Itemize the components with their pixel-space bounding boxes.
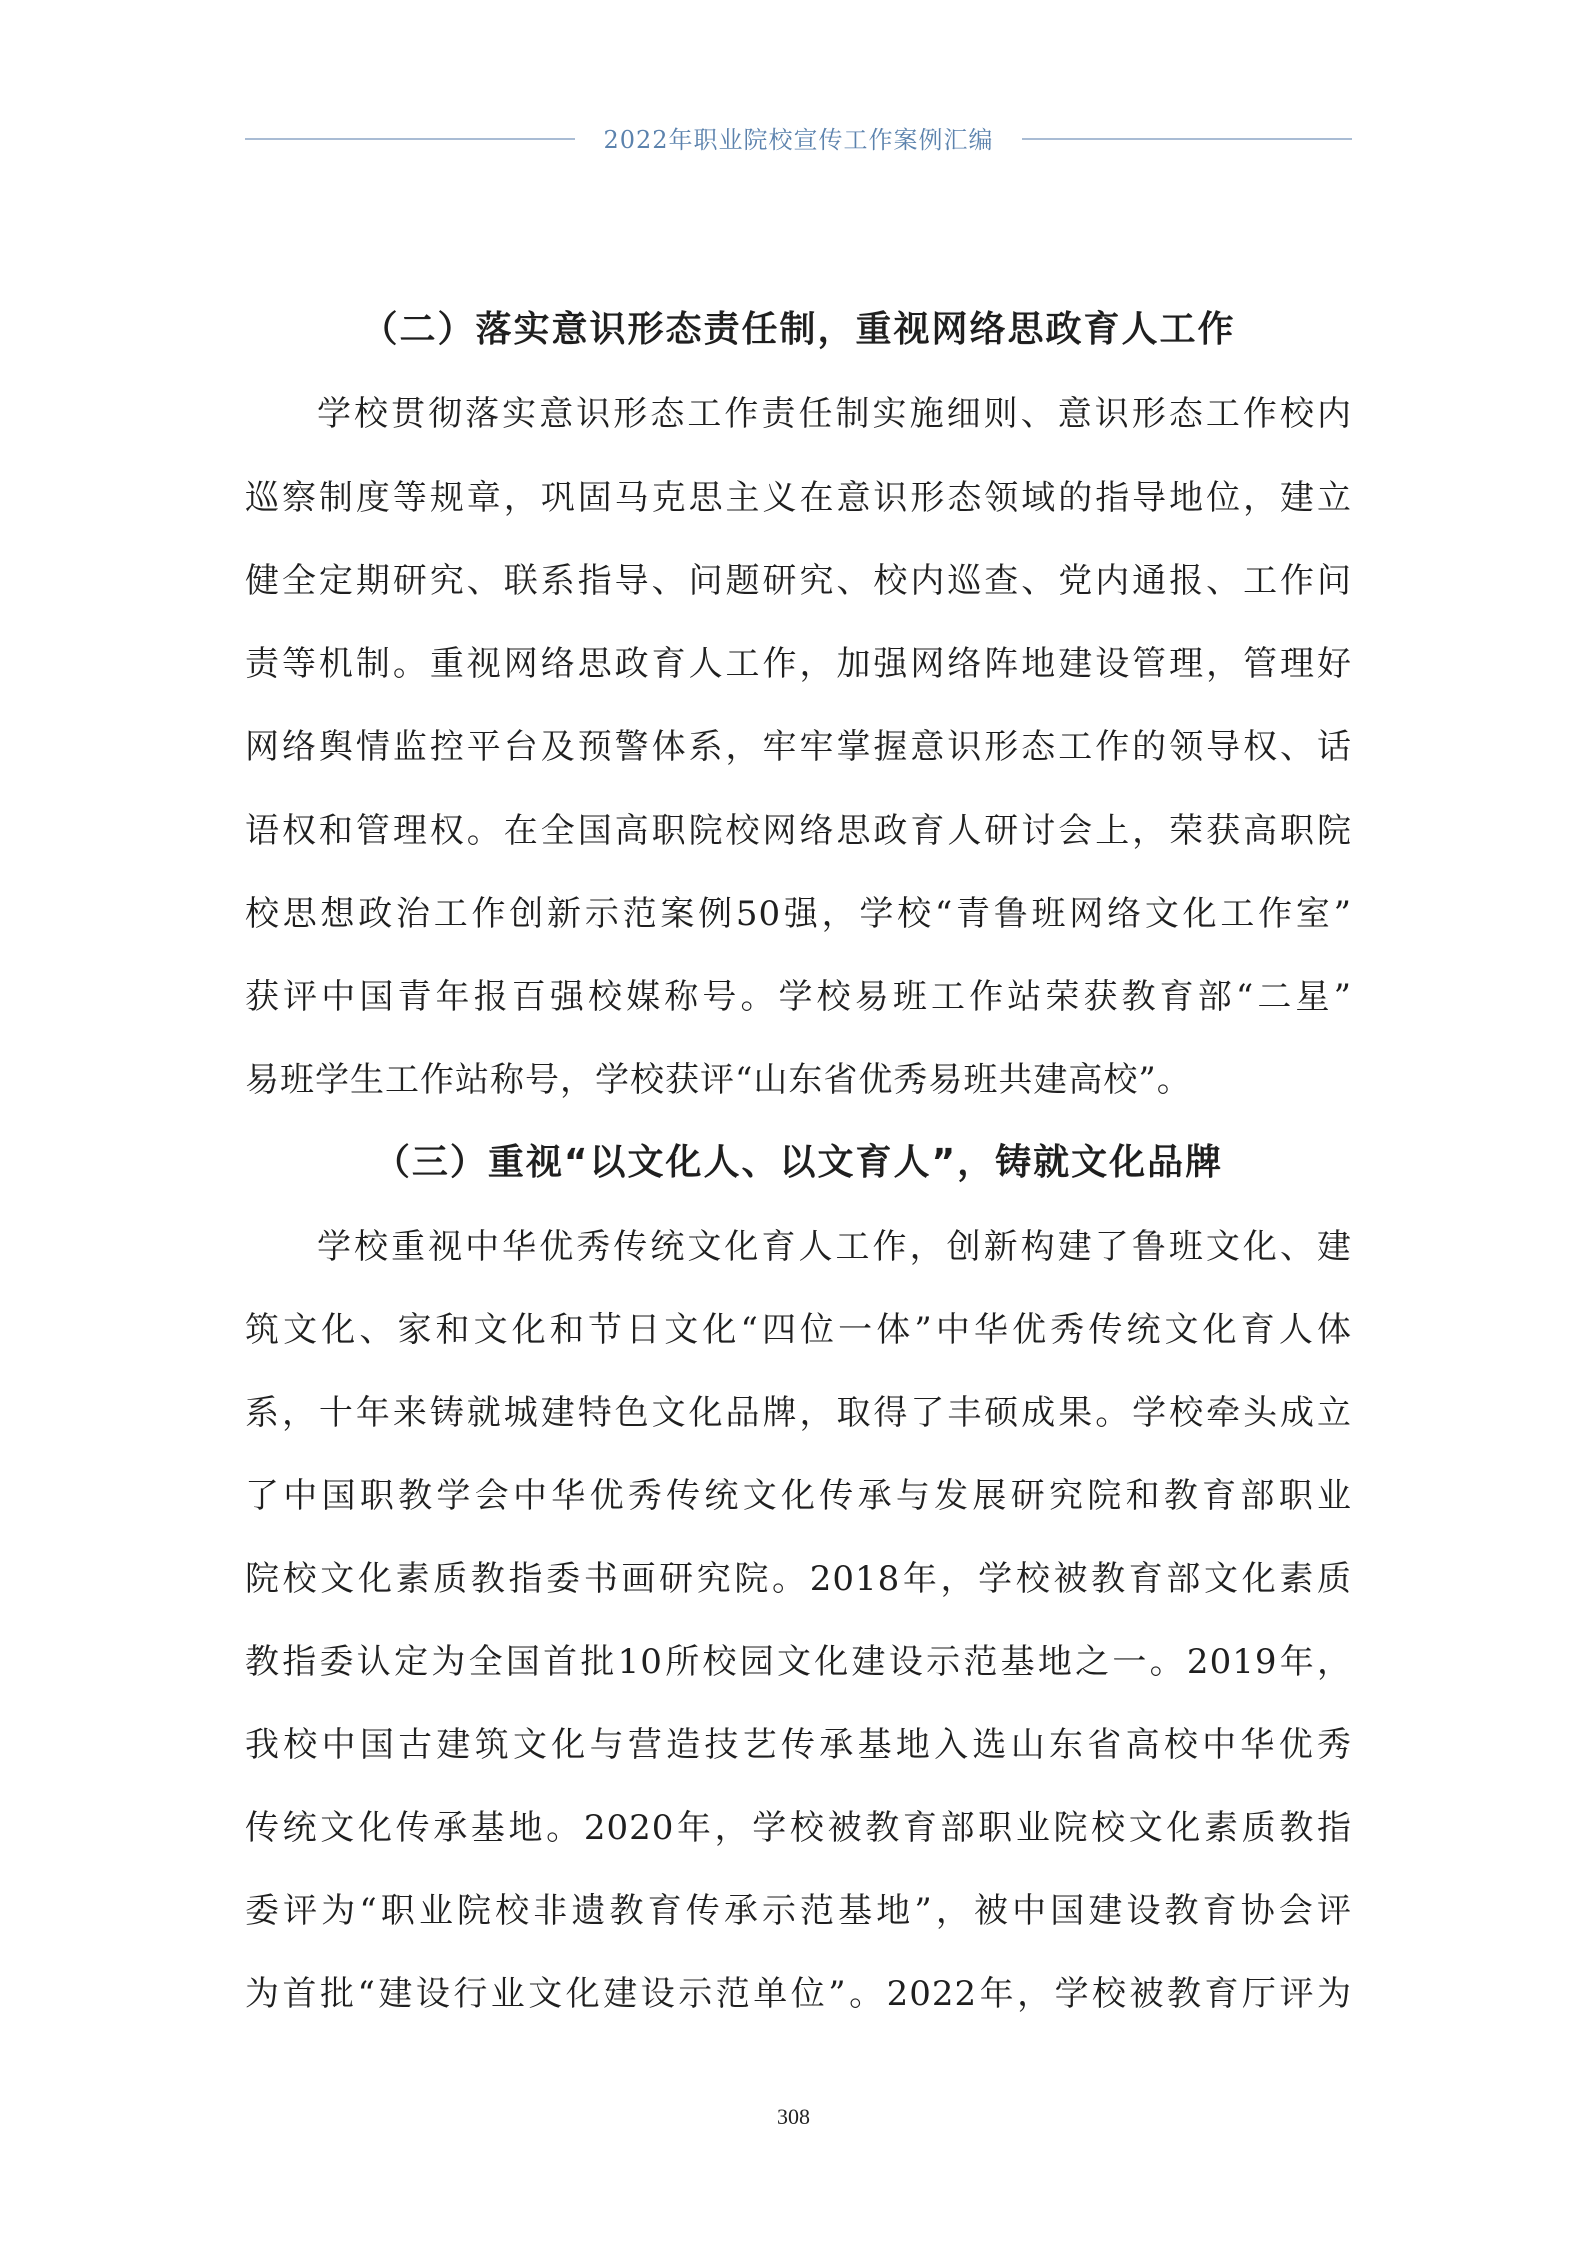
paragraph-line: 易班学生工作站称号，学校获评“山东省优秀易班共建高校”。 [245, 1060, 1192, 1100]
paragraph-line: 委评为“职业院校非遗教育传承示范基地”，被中国建设教育协会评 [245, 1891, 1352, 1931]
paragraph-line: 系，十年来铸就城建特色文化品牌，取得了丰硕成果。学校牵头成立 [245, 1393, 1352, 1433]
paragraph-line: 语权和管理权。在全国高职院校网络思政育人研讨会上，荣获高职院 [245, 811, 1352, 851]
section-heading-3: （三）重视“以文化人、以文育人”，铸就文化品牌 [373, 1142, 1224, 1183]
paragraph-line: 院校文化素质教指委书画研究院。2018年，学校被教育部文化素质 [245, 1559, 1352, 1599]
paragraph-line: 传统文化传承基地。2020年，学校被教育部职业院校文化素质教指 [245, 1808, 1352, 1848]
paragraph-line: 筑文化、家和文化和节日文化“四位一体”中华优秀传统文化育人体 [245, 1310, 1352, 1350]
paragraph-line: 健全定期研究、联系指导、问题研究、校内巡查、党内通报、工作问 [245, 561, 1352, 601]
paragraph-line: 获评中国青年报百强校媒称号。学校易班工作站荣获教育部“二星” [245, 977, 1352, 1017]
paragraph-line: 教指委认定为全国首批10所校园文化建设示范基地之一。2019年， [245, 1642, 1352, 1682]
paragraph-line: 为首批“建设行业文化建设示范单位”。2022年，学校被教育厅评为 [245, 1974, 1352, 2014]
paragraph-line: 学校贯彻落实意识形态工作责任制实施细则、意识形态工作校内 [317, 394, 1352, 434]
paragraph-line: 了中国职教学会中华优秀传统文化传承与发展研究院和教育部职业 [245, 1476, 1352, 1516]
paragraph-line: 巡察制度等规章，巩固马克思主义在意识形态领域的指导地位，建立 [245, 478, 1352, 518]
page-number: 308 [777, 2104, 810, 2129]
header-title: 2022年职业院校宣传工作案例汇编 [603, 126, 994, 154]
running-header [245, 116, 1352, 156]
header-rule-right [1022, 138, 1352, 140]
paragraph-line: 我校中国古建筑文化与营造技艺传承基地入选山东省高校中华优秀 [245, 1725, 1352, 1765]
paragraph-line: 责等机制。重视网络思政育人工作，加强网络阵地建设管理，管理好 [245, 644, 1352, 684]
section-heading-2: （二）落实意识形态责任制，重视网络思政育人工作 [361, 309, 1236, 350]
paragraph-line: 网络舆情监控平台及预警体系，牢牢掌握意识形态工作的领导权、话 [245, 727, 1352, 767]
paragraph-line: 学校重视中华优秀传统文化育人工作，创新构建了鲁班文化、建 [317, 1227, 1352, 1267]
paragraph-line: 校思想政治工作创新示范案例50强，学校“青鲁班网络文化工作室” [245, 894, 1352, 934]
